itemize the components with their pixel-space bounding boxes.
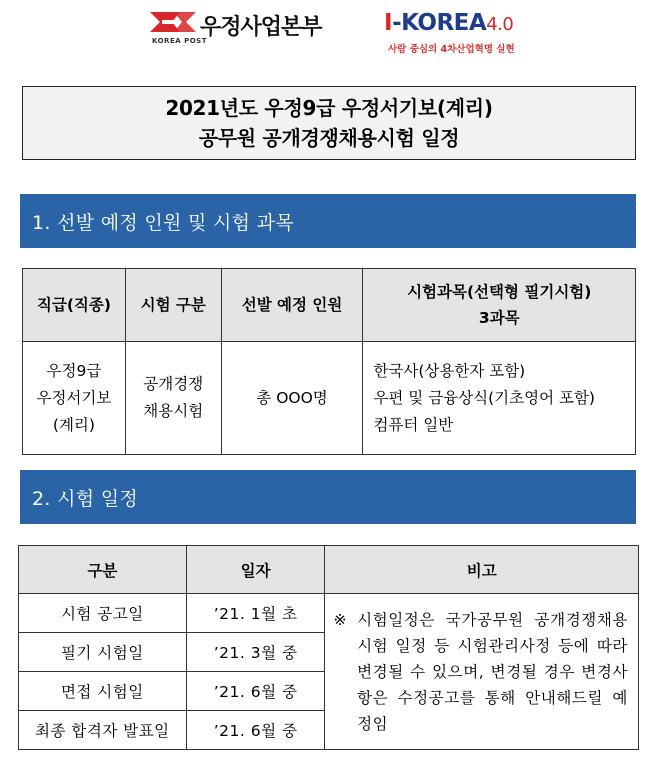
cell-count: 총 OOO명 [221, 342, 363, 455]
title-line-2: 공무원 공개경쟁채용시험 일정 [198, 126, 460, 150]
i-korea-slogan: 사람 중심의 4차산업혁명 실현 [388, 44, 515, 55]
header-count: 선발 예정 인원 [221, 269, 363, 342]
header-remarks: 비고 [325, 546, 639, 594]
document-title-box [22, 86, 636, 160]
schedule-date: ’21. 3월 중 [186, 633, 325, 672]
exam-schedule-table [18, 545, 639, 750]
schedule-date: ’21. 6월 중 [186, 711, 325, 750]
korea-post-logo [150, 6, 340, 46]
cell-rank: 우정9급 우정서기보 (계리) [23, 342, 126, 455]
korea-post-subname: KOREA POST [152, 37, 207, 45]
korea-post-swallow-icon [150, 8, 196, 36]
korea-post-name: 우정사업본부 [200, 15, 322, 40]
schedule-date: ’21. 1월 초 [186, 594, 325, 633]
header-exam-type: 시험 구분 [125, 269, 221, 342]
header-category: 구분 [19, 546, 187, 594]
note-reference-mark: ※ [333, 610, 348, 629]
schedule-item: 필기 시험일 [19, 633, 187, 672]
header-rank: 직급(직종) [23, 269, 126, 342]
table-row [19, 594, 639, 633]
cell-exam-type: 공개경쟁 채용시험 [125, 342, 221, 455]
section-1-heading: 1. 선발 예정 인원 및 시험 과목 [20, 194, 636, 248]
note-text: 시험일정은 국가공무원 공개경쟁채용시험 일정 등 시험관리사정 등에 따라 변경될 수 있으며, 변경될 경우 변경사항은 수정공고를 통해 안내해드릴 예정임 [357, 610, 628, 733]
i-korea-wordmark: I-KOREA4.0 [384, 10, 514, 36]
schedule-date: ’21. 6월 중 [186, 672, 325, 711]
table-row [23, 342, 636, 455]
schedule-note [325, 594, 639, 750]
header-date: 일자 [186, 546, 325, 594]
title-line-1: 2021년도 우정9급 우정서기보(계리) [165, 96, 493, 120]
cell-subjects: 한국사(상용한자 포함) 우편 및 금융상식(기초영어 포함) 컴퓨터 일반 [363, 342, 636, 455]
schedule-item: 시험 공고일 [19, 594, 187, 633]
table-header-row [19, 546, 639, 594]
section-2-heading: 2. 시험 일정 [20, 470, 636, 524]
selection-subjects-table [22, 268, 636, 455]
schedule-item: 면접 시험일 [19, 672, 187, 711]
i-korea-logo [384, 10, 534, 58]
table-header-row [23, 269, 636, 342]
header-subjects: 시험과목(선택형 필기시험) 3과목 [363, 269, 636, 342]
schedule-item: 최종 합격자 발표일 [19, 711, 187, 750]
